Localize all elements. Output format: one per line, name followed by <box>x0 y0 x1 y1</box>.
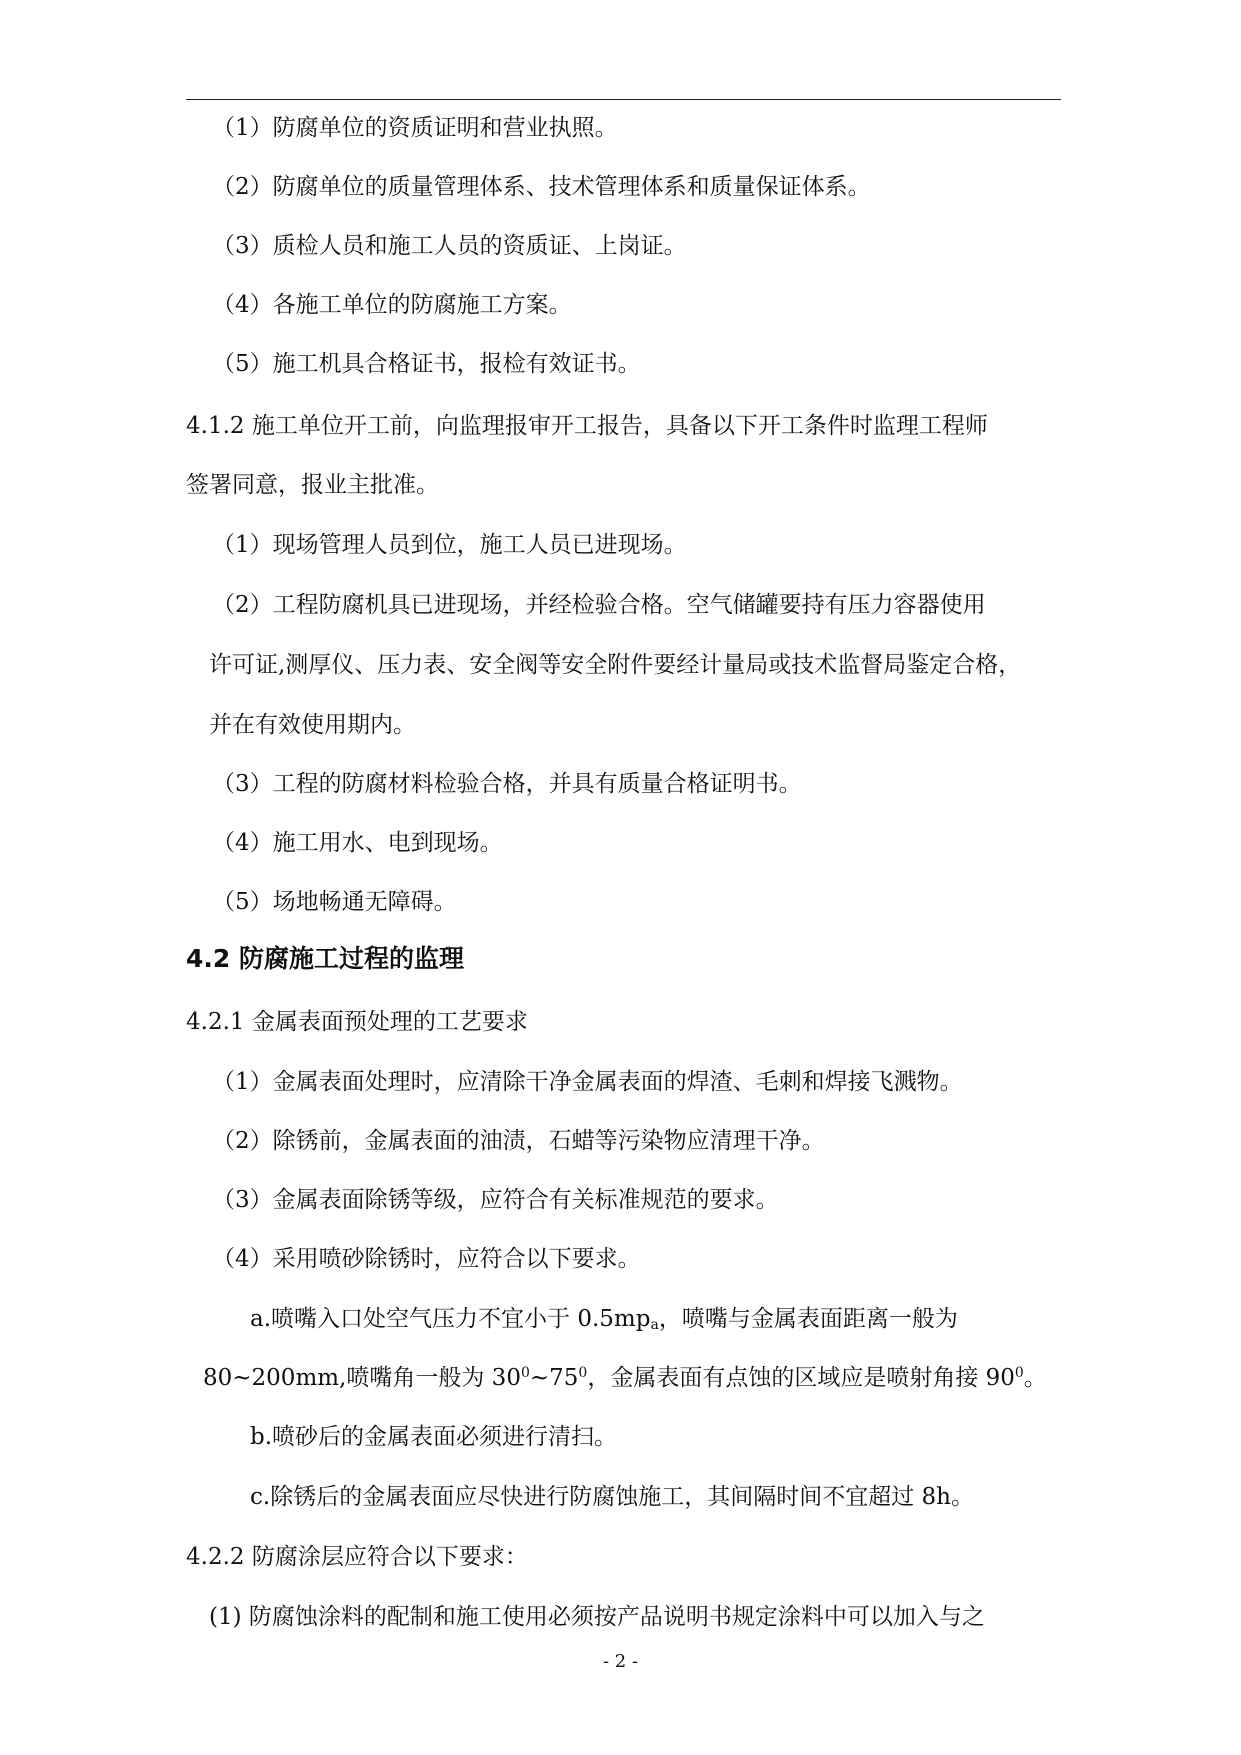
list-item-qualification: （1）防腐单位的资质证明和营业执照。 <box>212 115 618 141</box>
list-item-personnel-certificates: （3）质检人员和施工人员的资质证、上岗证。 <box>212 233 687 259</box>
list-item-rust-grade: （3）金属表面除锈等级，应符合有关标准规范的要求。 <box>212 1187 779 1213</box>
list-item-management-system: （2）防腐单位的质量管理体系、技术管理体系和质量保证体系。 <box>212 174 871 200</box>
angle-text-2: ~75 <box>529 1365 579 1391</box>
clause-4-2-1: 4.2.1 金属表面预处理的工艺要求 <box>186 1009 528 1035</box>
angle-text-1: 80~200mm,喷嘴角一般为 30 <box>203 1365 521 1391</box>
degree-superscript-1: 0 <box>520 1365 530 1381</box>
list-item-construction-plan: （4）各施工单位的防腐施工方案。 <box>212 292 572 318</box>
list-item-equipment-certificates: （5）施工机具合格证书，报检有效证书。 <box>212 351 641 377</box>
section-heading-4-2: 4.2 防腐施工过程的监理 <box>186 944 464 973</box>
degree-superscript-3: 0 <box>1014 1365 1024 1381</box>
list-item-equipment-on-site: （2）工程防腐机具已进现场，并经检验合格。空气储罐要持有压力容器使用 <box>212 592 986 618</box>
list-item-oil-removal: （2）除锈前，金属表面的油渍，石蜡等污染物应清理干净。 <box>212 1128 825 1154</box>
list-item-site-access: （5）场地畅通无障碍。 <box>212 889 457 915</box>
degree-superscript-2: 0 <box>578 1365 588 1381</box>
clause-4-1-2-continued: 签署同意，报业主批准。 <box>186 472 439 498</box>
header-rule <box>186 99 1061 100</box>
page-number: - 2 - <box>602 1651 639 1672</box>
sub-item-time-limit: c.除锈后的金属表面应尽快进行防腐蚀施工，其间隔时间不宜超过 8h。 <box>250 1484 974 1510</box>
list-item-surface-cleaning: （1）金属表面处理时，应清除干净金属表面的焊渣、毛刺和焊接飞溅物。 <box>212 1069 963 1095</box>
clause-4-2-2: 4.2.2 防腐涂层应符合以下要求： <box>186 1544 528 1570</box>
angle-text-3: ，金属表面有点蚀的区域应是喷射角接 90 <box>587 1365 1015 1391</box>
sub-item-nozzle-pressure <box>250 1304 958 1334</box>
nozzle-text-1: a.喷嘴入口处空气压力不宜小于 0.5mp <box>250 1306 651 1332</box>
pressure-unit-subscript: a <box>650 1317 659 1333</box>
list-item-water-power: （4）施工用水、电到现场。 <box>212 830 503 856</box>
list-item-staff-on-site: （1）现场管理人员到位，施工人员已进现场。 <box>212 532 687 558</box>
angle-text-4: 。 <box>1023 1365 1047 1391</box>
nozzle-text-2: ，喷嘴与金属表面距离一般为 <box>658 1306 958 1332</box>
list-item-sandblasting: （4）采用喷砂除锈时，应符合以下要求。 <box>212 1246 641 1272</box>
list-item-equipment-continued-2: 并在有效使用期内。 <box>209 712 416 738</box>
list-item-materials: （3）工程的防腐材料检验合格，并具有质量合格证明书。 <box>212 771 802 797</box>
clause-4-1-2: 4.1.2 施工单位开工前，向监理报审开工报告，具备以下开工条件时监理工程师 <box>186 413 988 439</box>
sub-item-nozzle-angle <box>203 1363 1047 1393</box>
list-item-equipment-continued: 许可证,测厚仪、压力表、安全阀等安全附件要经计量局或技术监督局鉴定合格， <box>209 652 1022 678</box>
sub-item-cleaning: b.喷砂后的金属表面必须进行清扫。 <box>250 1424 618 1450</box>
list-item-coating-preparation: (1) 防腐蚀涂料的配制和施工使用必须按产品说明书规定涂料中可以加入与之 <box>209 1604 985 1630</box>
